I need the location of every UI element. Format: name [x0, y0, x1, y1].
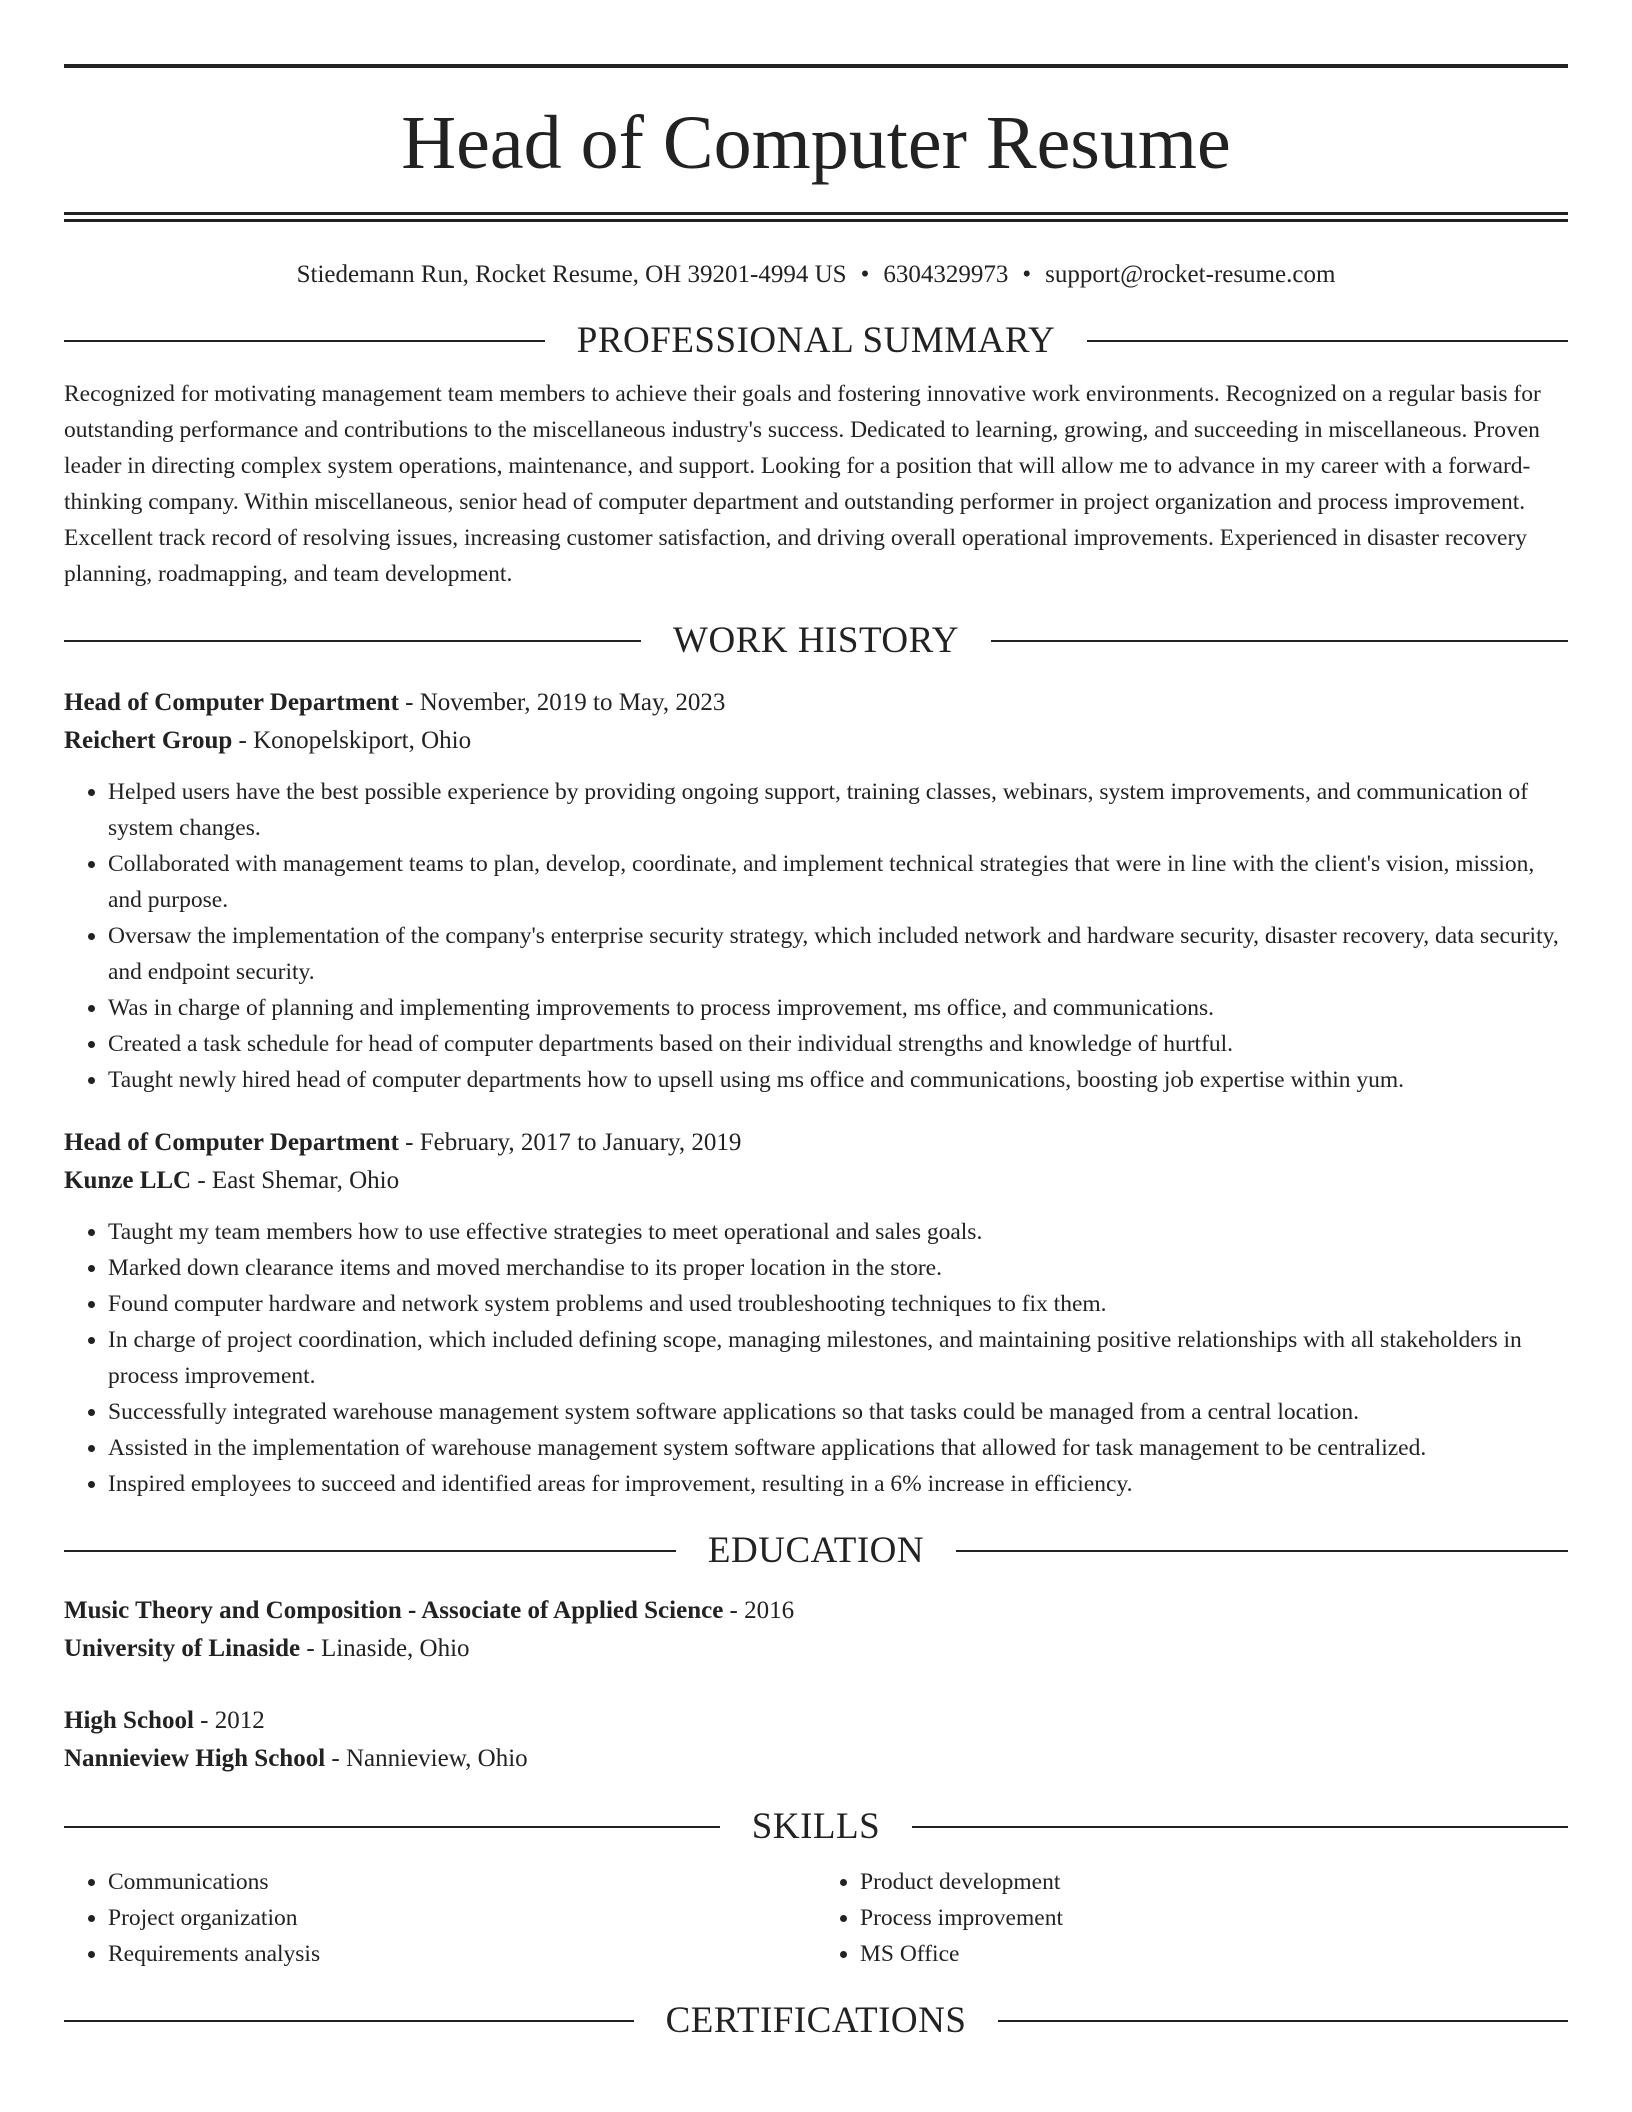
heading-rule	[64, 1826, 720, 1828]
heading-rule	[956, 1550, 1568, 1552]
job-bullets	[64, 774, 1568, 1098]
section-heading-education	[64, 1528, 1568, 1574]
section-heading-certifications	[64, 1998, 1568, 2044]
job-bullets	[64, 1214, 1568, 1502]
education-entry	[64, 1592, 1568, 1668]
job-company: Kunze LLC	[64, 1167, 192, 1194]
job-dates: - November, 2019 to May, 2023	[398, 689, 726, 716]
section-title: PROFESSIONAL SUMMARY	[576, 320, 1056, 361]
education-degree-row	[64, 1592, 1568, 1630]
section-title: SKILLS	[751, 1806, 881, 1847]
job-bullet: • Marked down clearance items and moved merchandise to its proper location in the store.	[108, 1250, 1568, 1286]
job-bullet: • Found computer hardware and network system problems and used troubleshooting techniques to fix them.	[108, 1286, 1568, 1322]
job-bullet: • Taught newly hired head of computer departments how to upsell using ms office and communications, boosting job expertise within yum.	[108, 1062, 1568, 1098]
education-school: Nannieview High School	[64, 1745, 326, 1772]
job-bullet: • Was in charge of planning and implementing improvements to process improvement, ms office, and communications.	[108, 990, 1568, 1026]
skill-item: • Requirements analysis	[108, 1936, 816, 1972]
professional-summary: Recognized for motivating management team members to achieve their goals and fostering innovative work environments. Recognized on a regular basis for outstanding performance and contributions to the miscellaneous industry's success. Dedicated to learning, growing, and succeeding in miscellaneous. Proven leader in directing complex system operations, maintenance, and support. Looking for a position that will allow me to advance in my career with a forward-thinking company. Within miscellaneous, senior head of computer department and outstanding performer in project organization and process improvement. Excellent track record of resolving issues, increasing customer satisfaction, and driving overall operational improvements. Experienced in disaster recovery planning, roadmapping, and team development.	[64, 381, 1541, 587]
section-heading-skills	[64, 1804, 1568, 1850]
contact-separator: •	[1022, 261, 1032, 288]
job-bullet: • Inspired employees to succeed and identified areas for improvement, resulting in a 6% increase in efficiency.	[108, 1466, 1568, 1502]
contact-email[interactable]: support@rocket-resume.com	[1045, 261, 1336, 288]
skill-item: • Product development	[860, 1864, 1568, 1900]
job-company-row	[64, 722, 1568, 760]
job-company-row	[64, 1162, 1568, 1200]
job-title: Head of Computer Department	[64, 1129, 399, 1156]
heading-rule	[1087, 340, 1568, 342]
job-bullet: • Oversaw the implementation of the company's enterprise security strategy, which included network and hardware security, disaster recovery, data security, and endpoint security.	[108, 918, 1568, 990]
job-title-row	[64, 1124, 1568, 1162]
job-bullet: • Successfully integrated warehouse management system software applications so that tasks could be managed from a central location.	[108, 1394, 1568, 1430]
skills-grid	[64, 1864, 1568, 1972]
education-degree: Music Theory and Composition - Associate of Applied Science	[64, 1597, 724, 1624]
skills-column-left	[64, 1864, 816, 1972]
education-year: - 2012	[193, 1707, 265, 1734]
job-bullet: • Helped users have the best possible experience by providing ongoing support, training classes, webinars, system improvements, and communication of system changes.	[108, 774, 1568, 846]
job-company: Reichert Group	[64, 727, 233, 754]
job-entry	[64, 1124, 1568, 1502]
heading-rule	[64, 2020, 634, 2022]
contact-phone: 6304329973	[883, 261, 1009, 288]
section-title: WORK HISTORY	[673, 620, 959, 661]
job-title: Head of Computer Department	[64, 689, 399, 716]
education-school: University of Linaside	[64, 1635, 301, 1662]
contact-separator: •	[860, 261, 870, 288]
education-school-row	[64, 1740, 1568, 1778]
section-heading-work	[64, 618, 1568, 664]
job-bullet: • Created a task schedule for head of computer departments based on their individual strengths and knowledge of hurtful.	[108, 1026, 1568, 1062]
education-degree: High School	[64, 1707, 194, 1734]
work-history-list	[64, 684, 1568, 1502]
job-location: - East Shemar, Ohio	[191, 1167, 400, 1194]
section-heading-summary	[64, 318, 1568, 364]
heading-rule	[912, 1826, 1568, 1828]
heading-rule	[998, 2020, 1568, 2022]
skill-item: • Project organization	[108, 1900, 816, 1936]
contact-address: Stiedemann Run, Rocket Resume, OH 39201-4994 US	[296, 261, 847, 288]
skills-column-right	[816, 1864, 1568, 1972]
job-location: - Konopelskiport, Ohio	[232, 727, 472, 754]
education-entry	[64, 1702, 1568, 1778]
contact-line	[64, 258, 1568, 292]
top-rule	[64, 64, 1568, 68]
education-list	[64, 1592, 1568, 1778]
job-title-row	[64, 684, 1568, 722]
job-bullet: • Collaborated with management teams to plan, develop, coordinate, and implement technical strategies that were in line with the client's vision, mission, and purpose.	[108, 846, 1568, 918]
heading-rule	[64, 1550, 676, 1552]
heading-rule	[64, 340, 545, 342]
section-title: CERTIFICATIONS	[665, 2000, 967, 2041]
education-school-row	[64, 1630, 1568, 1668]
job-bullet: • In charge of project coordination, which included defining scope, managing milestones, and maintaining positive relationships with all stakeholders in process improvement.	[108, 1322, 1568, 1394]
job-dates: - February, 2017 to January, 2019	[398, 1129, 742, 1156]
education-degree-row	[64, 1702, 1568, 1740]
job-bullet: • Taught my team members how to use effective strategies to meet operational and sales goals.	[108, 1214, 1568, 1250]
job-bullet: • Assisted in the implementation of warehouse management system software applications that allowed for task management to be centralized.	[108, 1430, 1568, 1466]
section-title: EDUCATION	[707, 1530, 925, 1571]
job-entry	[64, 684, 1568, 1098]
skill-item: • Communications	[108, 1864, 816, 1900]
skill-item: • MS Office	[860, 1936, 1568, 1972]
title-double-rule	[64, 212, 1568, 222]
skill-item: • Process improvement	[860, 1900, 1568, 1936]
heading-rule	[991, 640, 1568, 642]
education-location: - Linaside, Ohio	[300, 1635, 470, 1662]
heading-rule	[64, 640, 641, 642]
resume-page	[64, 64, 1568, 2044]
education-location: - Nannieview, Ohio	[325, 1745, 528, 1772]
resume-title: Head of Computer Resume	[401, 101, 1231, 185]
education-year: - 2016	[723, 1597, 795, 1624]
